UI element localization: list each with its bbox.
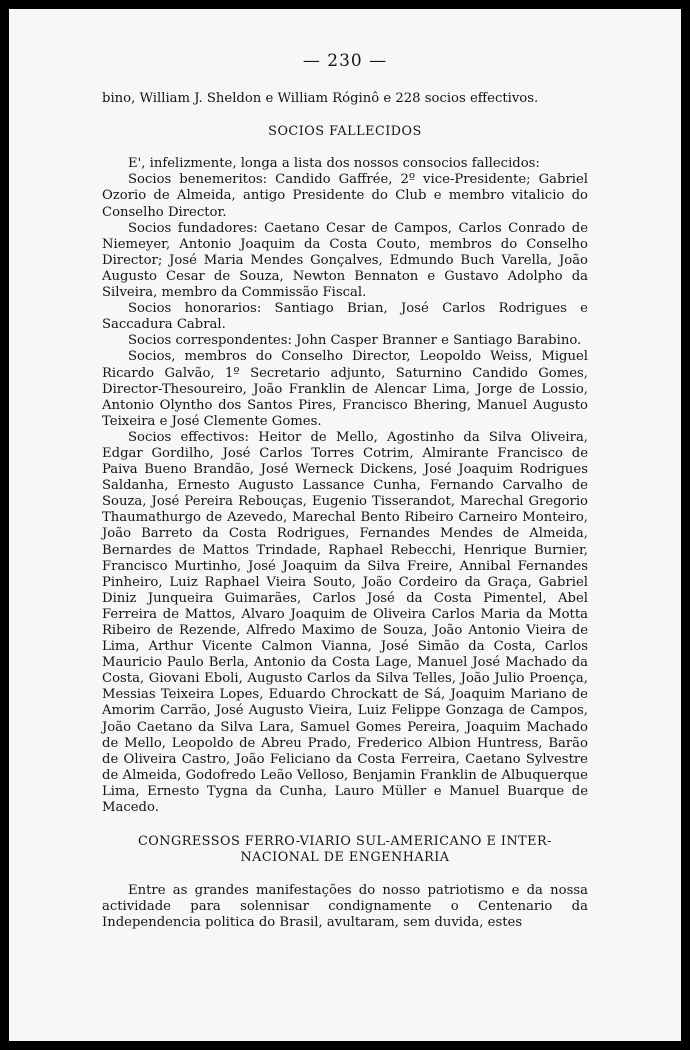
- paragraph-intro: E', infelizmente, longa a lista dos nossos consocios fallecidos:: [128, 156, 540, 172]
- paragraph-conselho-director: Socios, membros do Conselho Director, Leopoldo Weiss, Miguel Ricardo Galvão, 1º Secretario adjunto, Saturnino Candido Gomes, Director-Thesoureiro, João Franklin de Alencar Lima, Jorge de Lossio, Antonio Olyntho dos Santos Pires, Francisco Bhering, Manuel Augusto Teixeira e José Clemente Gomes.: [102, 349, 588, 429]
- paragraph-effectivos: Socios effectivos: Heitor de Mello, Agostinho da Silva Oliveira, Edgar Gordilho, José Carlos Torres Cotrim, Almirante Francisco de Paiva Bueno Brandão, José Werneck Dickens, José Joaquim Rodrigues Saldanha, Ernesto Augusto Lassance Cunha, Fernando Carvalho de Souza, José Pereira Rebouças, Eugenio Tisserandot, Marechal Gregorio Thaumathurgo de Azevedo, Marechal Bento Ribeiro Carneiro Monteiro, João Barreto da Costa Rodrigues, Fernandes Mendes de Almeida, Bernardes de Mattos Trindade, Raphael Rebecchi, Henrique Burnier, Francisco Murtinho, José Joaquim da Silva Freire, Annibal Fernandes Pinheiro, Luiz Raphael Vieira Souto, João Cordeiro da Graça, Gabriel Diniz Junqueira Guimarães, Carlos José da Costa Pimentel, Abel Ferreira de Mattos, Alvaro Joaquim de Oliveira Carlos Maria da Motta Ribeiro de Rezende, Alfredo Maximo de Souza, João Antonio Vieira de Lima, Arthur Vicente Calmon Vianna, José Simão da Costa, Carlos Mauricio Paulo Berla, Antonio da Costa Lage, Manuel José Machado da Costa, Giovani Eboli, Augusto Carlos da Silva Telles, João Julio Proença, Messias Teixeira Lopes, Eduardo Chrockatt de Sá, Joaquim Mariano de Amorim Carrão, José Augusto Vieira, Luiz Felippe Gonzaga de Campos, João Caetano da Silva Lara, Samuel Gomes Pereira, Joaquim Machado de Mello, Leopoldo de Abreu Prado, Frederico Albion Huntress, Barão de Oliveira Castro, João Feliciano da Costa Ferreira, Caetano Sylvestre de Almeida, Godofredo Leão Velloso, Benjamin Franklin de Albuquerque Lima, Ernesto Tygna da Cunha, Lauro Müller e Manuel Buarque de Macedo.: [102, 429, 588, 816]
- page-content: [102, 53, 588, 931]
- paragraph-opening: bino, William J. Sheldon e William Róginô e 228 socios effectivos.: [102, 91, 539, 107]
- page-number: — 230 —: [302, 51, 388, 71]
- paragraph-benemeritos: Socios benemeritos: Candido Gaffrée, 2º vice-Presidente; Gabriel Ozorio de Almeida, antigo Presidente do Club e membro vitalicio do Conselho Director.: [102, 172, 588, 220]
- heading-congressos: [102, 834, 588, 866]
- paragraph-correspondentes: Socios correspondentes: John Casper Branner e Santiago Barabino.: [128, 333, 582, 349]
- heading-congressos-line2: NACIONAL DE ENGENHARIA: [240, 850, 450, 866]
- heading-socios-fallecidos: SOCIOS FALLECIDOS: [268, 124, 422, 140]
- paragraph-fundadores: Socios fundadores: Caetano Cesar de Campos, Carlos Conrado de Niemeyer, Antonio Joaquim da Costa Couto, membros do Conselho Director; José Maria Mendes Gonçalves, Edmundo Buch Varella, João Augusto Cesar de Souza, Newton Bennaton e Gustavo Adolpho da Silveira, membro da Commissão Fiscal.: [102, 220, 588, 301]
- book-page: [9, 9, 681, 1041]
- paragraph-honorarios: Socios honorarios: Santiago Brian, José Carlos Rodrigues e Saccadura Cabral.: [102, 301, 588, 333]
- heading-congressos-line1: CONGRESSOS FERRO-VIARIO SUL-AMERICANO E INTER-: [138, 834, 552, 850]
- paragraph-congressos: Entre as grandes manifestações do nosso patriotismo e da nossa actividade para solennisar condignamente o Centenario da Independencia politica do Brasil, avultaram, sem duvida, estes: [102, 883, 588, 931]
